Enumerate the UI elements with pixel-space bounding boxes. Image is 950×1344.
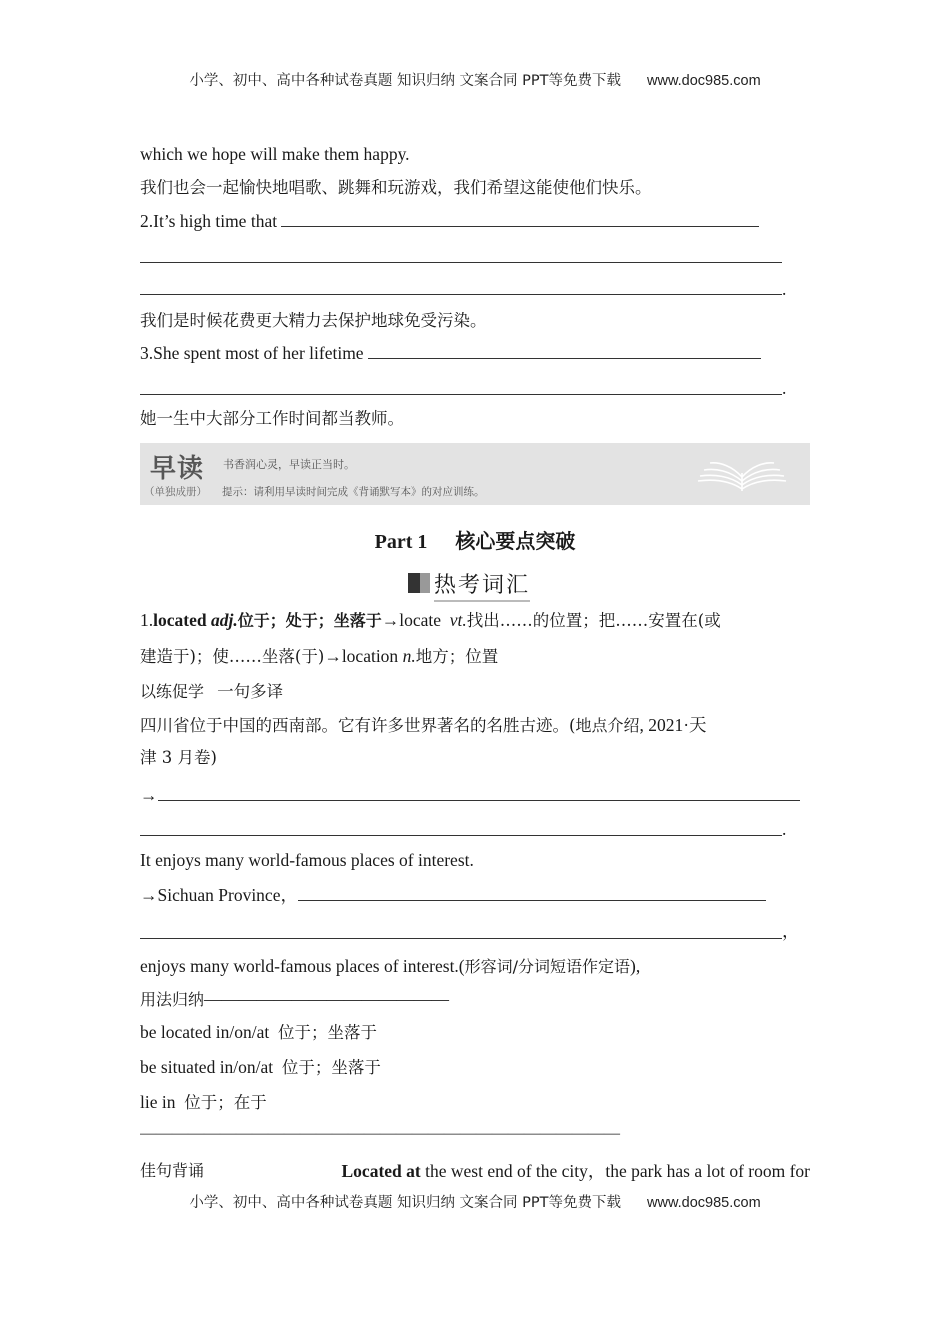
practice-sublabel: 一句多译 [217, 682, 284, 701]
recite-label: 佳句背诵 [140, 1161, 205, 1180]
ex2-period: . [782, 279, 787, 299]
ex2-blank-2[interactable] [140, 262, 782, 263]
recite-bold: Located at [341, 1161, 421, 1181]
vocab-pos: adj. [210, 610, 238, 630]
practice-source-b: 津 3 月卷) [140, 748, 217, 767]
practice-heading [140, 680, 283, 703]
vocab-entry-line2 [140, 645, 498, 668]
morning-reading-banner [140, 443, 810, 505]
ex3-chinese: 她一生中大部分工作时间都当教师。 [140, 409, 404, 428]
header-text: 小学、初中、高中各种试卷真题 知识归纳 文案合同 PPT等免费下载 [189, 73, 622, 89]
practice-blank-3[interactable] [298, 884, 766, 901]
usage-item [140, 1021, 377, 1044]
usage-item-en: be situated in/on/at [140, 1057, 274, 1077]
usage-item-en: lie in [140, 1092, 176, 1112]
practice-period: . [782, 819, 787, 839]
practice-blank-1[interactable] [158, 784, 800, 801]
ex3-line [140, 342, 761, 364]
practice-tail-end: ), [630, 956, 641, 976]
usage-item-cn: 位于；坐落于 [281, 1058, 381, 1077]
recite-line [140, 1160, 810, 1182]
practice-tail: enjoys many world-famous places of interest.( [140, 956, 465, 976]
ex3-period: . [782, 378, 787, 398]
vocab-pos-2: vt. [449, 610, 467, 630]
usage-item [140, 1091, 267, 1114]
practice-answer-line1 [140, 784, 800, 806]
vocab-word: located [153, 610, 207, 630]
practice-arrow: → [140, 785, 158, 805]
practice-en-sentence: It enjoys many world-famous places of interest. [140, 850, 474, 870]
vocab-word-2: locate [399, 610, 442, 630]
vocab-meaning-2a: 找出……的位置；把……安置在(或 [466, 611, 721, 630]
vocab-number: 1. [140, 610, 154, 630]
part-heading [0, 525, 950, 554]
ex1-english-tail: which we hope will make them happy. [140, 144, 410, 164]
practice-tail-note: 形容词/分词短语作定语 [464, 957, 631, 976]
ex2-line [140, 210, 759, 232]
usage-heading [140, 988, 449, 1011]
vocab-pos-3: n. [402, 646, 416, 666]
usage-item-cn: 位于；在于 [184, 1093, 267, 1112]
usage-item-cn: 位于；坐落于 [278, 1023, 378, 1042]
practice-tail-line [140, 955, 640, 978]
practice-blank-2[interactable] [140, 835, 782, 836]
recite-rest: the west end of the city，the park has a lot of room for [425, 1161, 810, 1181]
footer-text: 小学、初中、高中各种试卷真题 知识归纳 文案合同 PPT等免费下载 [189, 1195, 622, 1211]
ex3-blank-2[interactable] [140, 394, 782, 395]
ex2-prompt: 2.It’s high time that [140, 211, 278, 231]
practice-blank-4[interactable] [140, 938, 782, 939]
usage-item [140, 1056, 381, 1079]
usage-dashes: —————————————— [204, 989, 450, 1009]
ex1-chinese: 我们也会一起愉快地唱歌、跳舞和玩游戏，我们希望这能使他们快乐。 [140, 178, 652, 197]
practice-tag: 地点介绍 [575, 716, 640, 735]
vocab-meaning: 位于；处于；坐落于 [237, 611, 382, 630]
practice-label: 以练促学 [140, 682, 205, 701]
usage-title: 用法归纳 [140, 990, 205, 1009]
ex2-blank-1[interactable] [281, 210, 759, 227]
vocab-entry-line1 [140, 609, 721, 632]
usage-item-en: be located in/on/at [140, 1022, 270, 1042]
section-marker-icon [408, 573, 420, 593]
vocab-meaning-3: 地方；位置 [415, 647, 499, 666]
open-book-icon [694, 455, 790, 495]
footer-url[interactable]: www.doc985.com [647, 1195, 761, 1211]
practice-cn-sentence: 四川省位于中国的西南部。它有许多世界著名的名胜古迹。( [140, 716, 576, 735]
vocab-arrow-2: → [324, 646, 342, 666]
page-footer [0, 1191, 950, 1212]
practice-answer-line2 [140, 884, 766, 906]
part-title: 核心要点突破 [455, 531, 576, 553]
banner-title: 早读 [150, 454, 205, 484]
ex2-chinese: 我们是时候花费更大精力去保护地球免受污染。 [140, 311, 487, 330]
ex3-prompt: 3.She spent most of her lifetime [140, 343, 364, 363]
practice-cn-line1 [140, 714, 707, 737]
banner-slogan: 书香润心灵，早读正当时。 [223, 458, 355, 471]
ex2-blank-3[interactable] [140, 294, 782, 295]
banner-note: （单独成册） [144, 486, 207, 498]
banner-tip: 提示：请利用早读时间完成《背诵默写本》的对应训练。 [222, 486, 485, 498]
usage-bottom-dashes: —————————————————————————————— [140, 1125, 620, 1142]
vocab-meaning-2b: 建造于)；使……坐落(于) [140, 647, 325, 666]
practice-comma: ， [782, 921, 800, 941]
section-title: 热考词汇 [434, 568, 530, 602]
header-url[interactable]: www.doc985.com [647, 73, 761, 89]
page-header [0, 69, 950, 90]
part-label: Part 1 [374, 531, 428, 553]
practice-source-a: , 2021·天 [639, 715, 707, 735]
ex3-blank-1[interactable] [368, 342, 761, 359]
practice-lead: →Sichuan Province， [140, 885, 298, 905]
vocab-arrow-1: → [381, 610, 400, 630]
vocab-word-3: location [341, 646, 399, 666]
